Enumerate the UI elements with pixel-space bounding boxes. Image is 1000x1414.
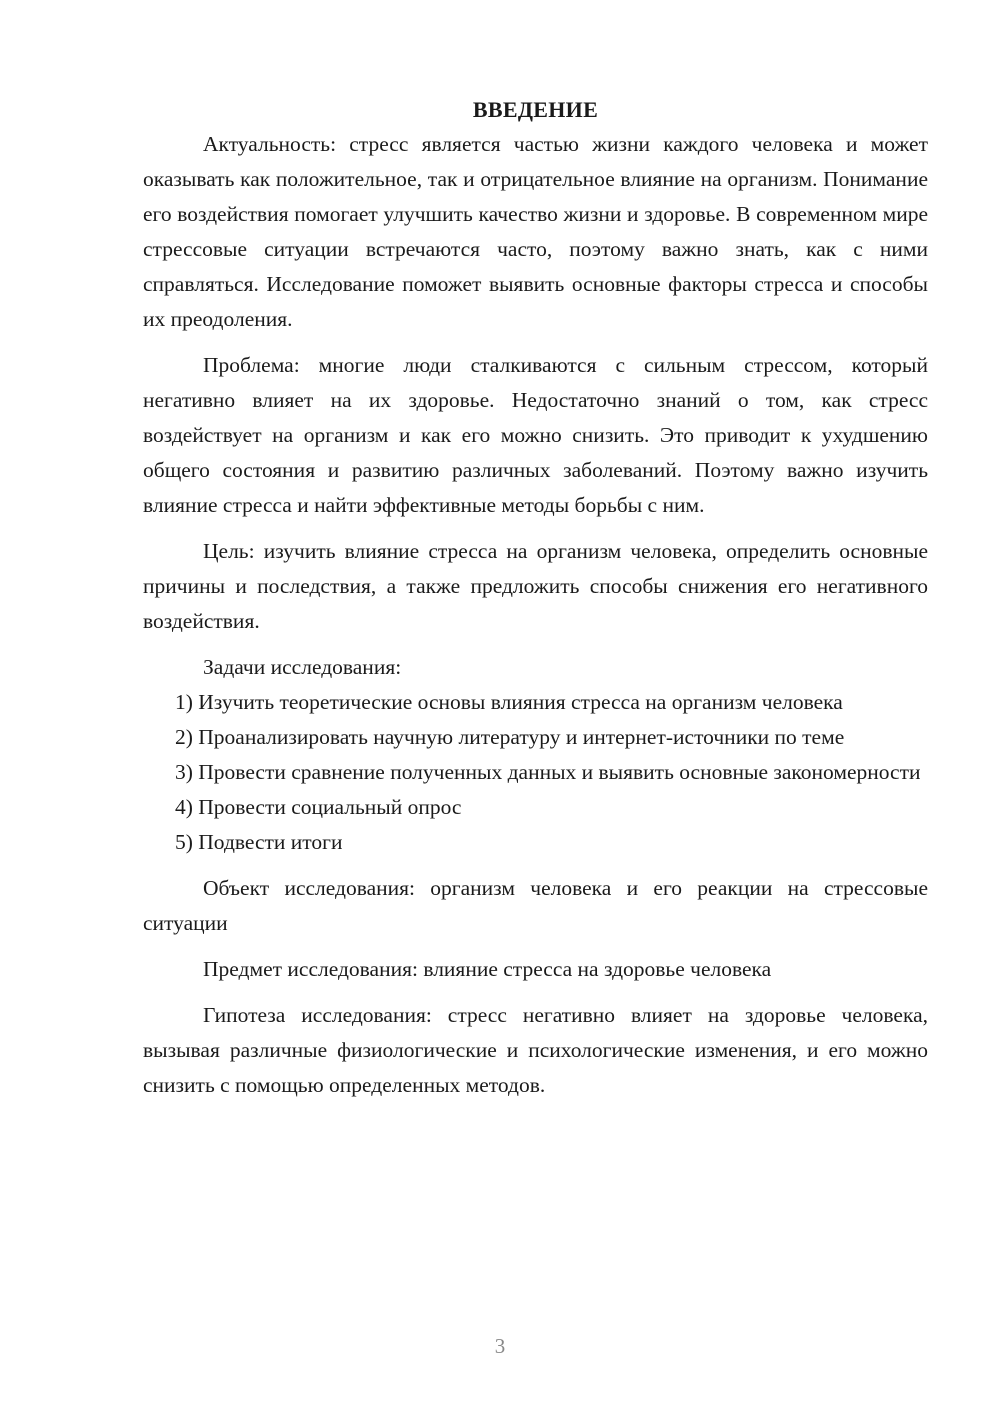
paragraph-goal: Цель: изучить влияние стресса на организм человека, определить основные причины и последствия, а также предложить способы снижения его негативного воздействия. xyxy=(143,539,928,633)
page-number: 3 xyxy=(494,1334,506,1358)
list-item: 5) Подвести итоги xyxy=(175,830,343,854)
paragraph-problem: Проблема: многие люди сталкиваются с сильным стрессом, который негативно влияет на их здоровье. Недостаточно знаний о том, как стресс воздействует на организм и как его можно снизить. Это приводит к ухудшению общего состояния и развитию различных заболеваний. Поэтому важно изучить влияние стресса и найти эффективные методы борьбы с ним. xyxy=(143,353,928,517)
paragraph-hypothesis: Гипотеза исследования: стресс негативно влияет на здоровье человека, вызывая различные физиологические и психологические изменения, и его можно снизить с помощью определенных методов. xyxy=(143,1003,928,1097)
paragraph-object: Объект исследования: организм человека и его реакции на стрессовые ситуации xyxy=(143,876,928,935)
list-item: 3) Провести сравнение полученных данных и выявить основные закономерности xyxy=(175,760,921,784)
list-item: 4) Провести социальный опрос xyxy=(175,795,462,819)
list-item: 2) Проанализировать научную литературу и интернет-источники по теме xyxy=(175,725,845,749)
document-page xyxy=(143,92,928,1103)
page-title: ВВЕДЕНИЕ xyxy=(472,97,599,122)
paragraph-subject: Предмет исследования: влияние стресса на здоровье человека xyxy=(203,957,772,981)
paragraph-relevance: Актуальность: стресс является частью жизни каждого человека и может оказывать как положительное, так и отрицательное влияние на организм. Понимание его воздействия помогает улучшить качество жизни и здоровье. В современном мире стрессовые ситуации встречаются часто, поэтому важно знать, как с ними справляться. Исследование поможет выявить основные факторы стресса и способы их преодоления. xyxy=(143,132,928,331)
tasks-list xyxy=(143,685,928,860)
list-item: 1) Изучить теоретические основы влияния стресса на организм человека xyxy=(175,690,843,714)
tasks-heading: Задачи исследования: xyxy=(203,655,402,679)
